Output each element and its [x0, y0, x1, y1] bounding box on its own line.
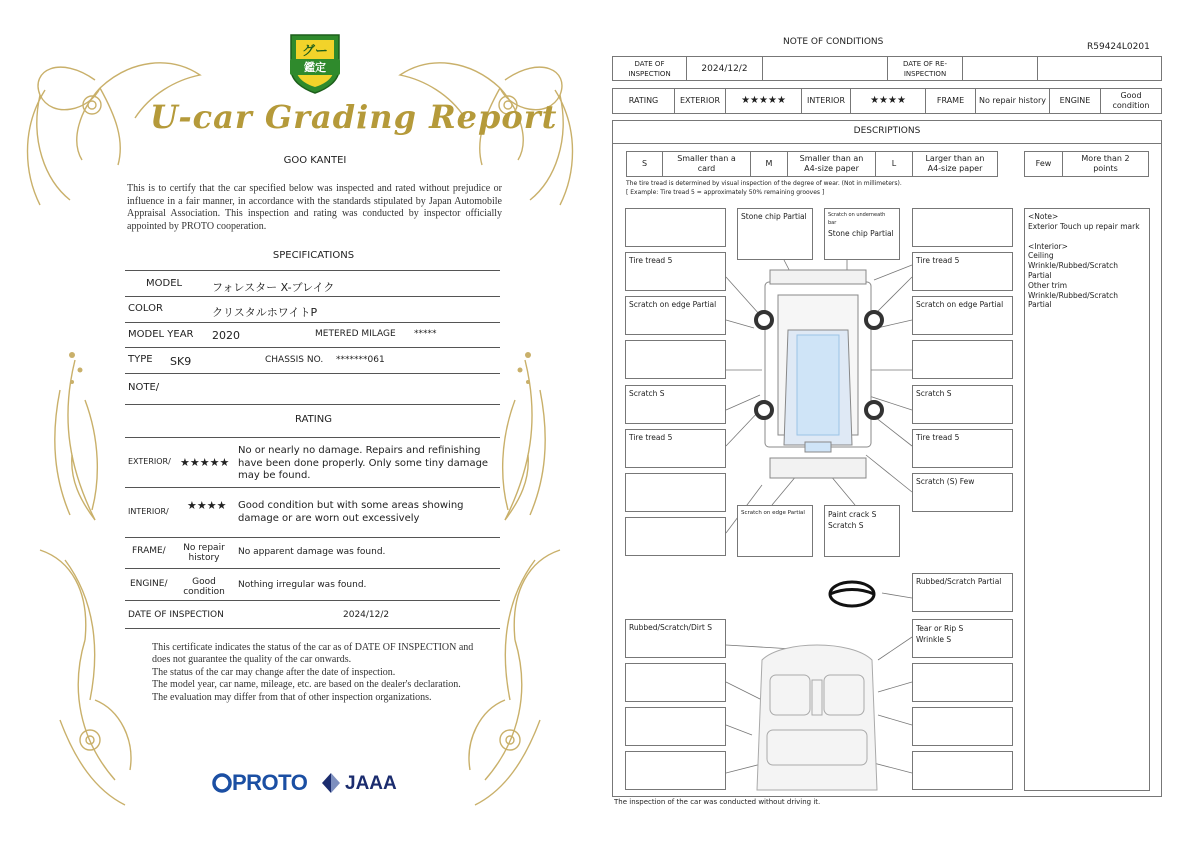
condition-box [912, 208, 1013, 247]
proto-logo-icon [212, 772, 232, 794]
condition-box [912, 751, 1013, 790]
condition-box [824, 208, 900, 260]
chassis-value: *******061 [336, 355, 385, 365]
date-inspection-label: DATE OF INSPECTION [612, 56, 687, 81]
exterior-text: No or nearly no damage. Repairs and refinishing have been done properly. Only some tiny damage may be found. [238, 445, 489, 481]
sheet-rating-label: RATING [612, 88, 675, 114]
size-m: M [750, 151, 788, 177]
proto-logo: PROTO [232, 770, 308, 795]
size-l-desc: Larger than an A4-size paper [912, 151, 998, 177]
certificate-subtitle: GOO KANTEI [283, 155, 347, 166]
condition-box: Rubbed/Scratch/Dirt S [625, 619, 726, 658]
color-value: クリスタルホワイトP [212, 306, 318, 319]
condition-box [625, 208, 726, 247]
condition-small-text: Scratch on edge Partial [741, 510, 805, 516]
size-l: L [875, 151, 913, 177]
badge-main-text: 鑑定 [290, 59, 340, 75]
size-s-desc: Smaller than a card [662, 151, 751, 177]
sheet-engine-value: Good condition [1100, 88, 1162, 114]
jaaa-logo-icon [320, 771, 342, 795]
condition-text: Tear or Rip S [916, 624, 964, 633]
color-label: COLOR [128, 303, 163, 314]
certificate-title: U-car Grading Report [150, 98, 558, 136]
frame-text: No apparent damage was found. [238, 547, 386, 557]
note-line: Wrinkle/Rubbed/Scratch [1028, 290, 1118, 300]
note-line: Ceiling [1028, 251, 1054, 261]
exterior-label: EXTERIOR/ [128, 457, 171, 466]
model-value: フォレスター X-ブレイク [212, 281, 335, 294]
metered-label: METERED MILAGE [315, 329, 396, 339]
frame-label: FRAME/ [132, 546, 166, 556]
notes-panel [1024, 208, 1150, 791]
condition-box [625, 707, 726, 746]
note-line: Partial [1028, 270, 1052, 280]
condition-box [912, 663, 1013, 702]
condition-box: Scratch (S) Few [912, 473, 1013, 512]
model-year-label: MODEL YEAR [128, 329, 194, 340]
condition-box [625, 663, 726, 702]
condition-box [737, 208, 813, 260]
exterior-stars: ★★★★★ [180, 456, 230, 469]
type-label: TYPE [128, 354, 153, 365]
engine-label: ENGINE/ [130, 579, 168, 589]
engine-value: Good condition [183, 577, 225, 597]
footer-line: The model year, car name, mileage, etc. are based on the dealer's declaration. [152, 679, 461, 691]
note-line: <Interior> [1028, 241, 1068, 251]
sheet-engine-label: ENGINE [1049, 88, 1101, 114]
note-line [1028, 232, 1146, 242]
sheet-frame-value: No repair history [975, 88, 1050, 114]
sheet-ref-no: R59424L0201 [1087, 42, 1150, 52]
note-line: Exterior Touch up repair mark [1028, 221, 1140, 231]
condition-text: Scratch S [828, 521, 864, 530]
condition-small-text: Scratch on underneath [828, 212, 886, 218]
tire-note-1: The tire tread is determined by visual inspection of the degree of wear. (Not in millimeters). [626, 180, 902, 187]
condition-text: Paint crack S [828, 510, 877, 519]
sheet-exterior-label: EXTERIOR [674, 88, 726, 114]
engine-text: Nothing irregular was found. [238, 580, 367, 590]
type-value: SK9 [170, 355, 192, 368]
condition-box: Scratch S [912, 385, 1013, 424]
condition-box [824, 505, 900, 557]
model-label: MODEL [146, 278, 183, 289]
condition-box: Scratch S [625, 385, 726, 424]
condition-box: Scratch on edge Partial [912, 296, 1013, 335]
condition-small-text: bar [828, 220, 837, 226]
few-label: Few [1024, 151, 1063, 177]
condition-box: Tire tread 5 [625, 252, 726, 291]
model-year-value: 2020 [212, 329, 240, 342]
note-line: Other trim [1028, 280, 1068, 290]
date-inspection-value: 2024/12/2 [686, 56, 763, 81]
size-m-desc: Smaller than an A4-size paper [787, 151, 876, 177]
condition-box [625, 751, 726, 790]
condition-text: Wrinkle S [916, 635, 952, 644]
metered-value: ***** [414, 329, 437, 339]
rating-heading: RATING [295, 414, 332, 425]
badge-top-text: グー [301, 44, 328, 59]
condition-text: Stone chip Partial [828, 229, 894, 238]
interior-label: INTERIOR/ [128, 507, 169, 516]
sheet-interior-label: INTERIOR [801, 88, 851, 114]
date-reinspection-label: DATE OF RE-INSPECTION [887, 56, 963, 81]
condition-box [912, 619, 1013, 658]
tire-note-2: [ Example: Tire tread 5 = approximately 50% remaining grooves ] [626, 189, 825, 196]
interior-text: Good condition but with some areas showing damage or are worn out excessively [238, 500, 464, 524]
note-line: <Note> [1028, 212, 1059, 221]
certificate-intro: This is to certify that the car specified below was inspected and rated without prejudice or influence in a fair manner, in accordance with the standards stipulated by Japan Automobile Appraisal Association. This inspection and rating was conducted by inspector officially appointed by PROTO cooperation. [127, 183, 502, 232]
condition-box [625, 517, 726, 556]
specifications-heading: SPECIFICATIONS [272, 250, 355, 261]
sheet-footer: The inspection of the car was conducted without driving it. [614, 798, 821, 806]
interior-stars: ★★★★ [187, 499, 227, 512]
footer-line: This certificate indicates the status of the car as of DATE OF INSPECTION and does not guarantee the quality of the car onwards. [152, 642, 474, 666]
footer-line: The evaluation may differ from that of other inspection organizations. [152, 691, 432, 703]
sheet-interior-stars: ★★★★ [850, 88, 926, 114]
condition-box [625, 473, 726, 512]
condition-text: Stone chip Partial [741, 212, 807, 221]
condition-box: Rubbed/Scratch Partial [912, 573, 1013, 612]
chassis-label: CHASSIS NO. [265, 355, 324, 365]
descriptions-heading: DESCRIPTIONS [853, 126, 921, 136]
frame-value: No repair history [183, 543, 225, 563]
date-of-inspection-label: DATE OF INSPECTION [128, 610, 224, 620]
sheet-title: NOTE OF CONDITIONS [783, 37, 884, 47]
condition-box: Tire tread 5 [912, 429, 1013, 468]
sheet-frame-label: FRAME [925, 88, 976, 114]
condition-box [912, 340, 1013, 379]
sheet-exterior-stars: ★★★★★ [725, 88, 802, 114]
condition-box: Tire tread 5 [912, 252, 1013, 291]
footer-line: The status of the car may change after the date of inspection. [152, 666, 396, 678]
condition-box: Tire tread 5 [625, 429, 726, 468]
few-desc: More than 2 points [1062, 151, 1149, 177]
condition-box [737, 505, 813, 557]
note-label: NOTE/ [128, 382, 160, 393]
certificate-footer [152, 642, 482, 704]
condition-box: Scratch on edge Partial [625, 296, 726, 335]
note-line: Partial [1028, 300, 1052, 310]
size-s: S [626, 151, 663, 177]
jaaa-logo: JAAA [345, 773, 397, 794]
condition-box [625, 340, 726, 379]
date-of-inspection-value: 2024/12/2 [343, 610, 390, 620]
condition-box [912, 707, 1013, 746]
note-line: Wrinkle/Rubbed/Scratch [1028, 261, 1118, 271]
